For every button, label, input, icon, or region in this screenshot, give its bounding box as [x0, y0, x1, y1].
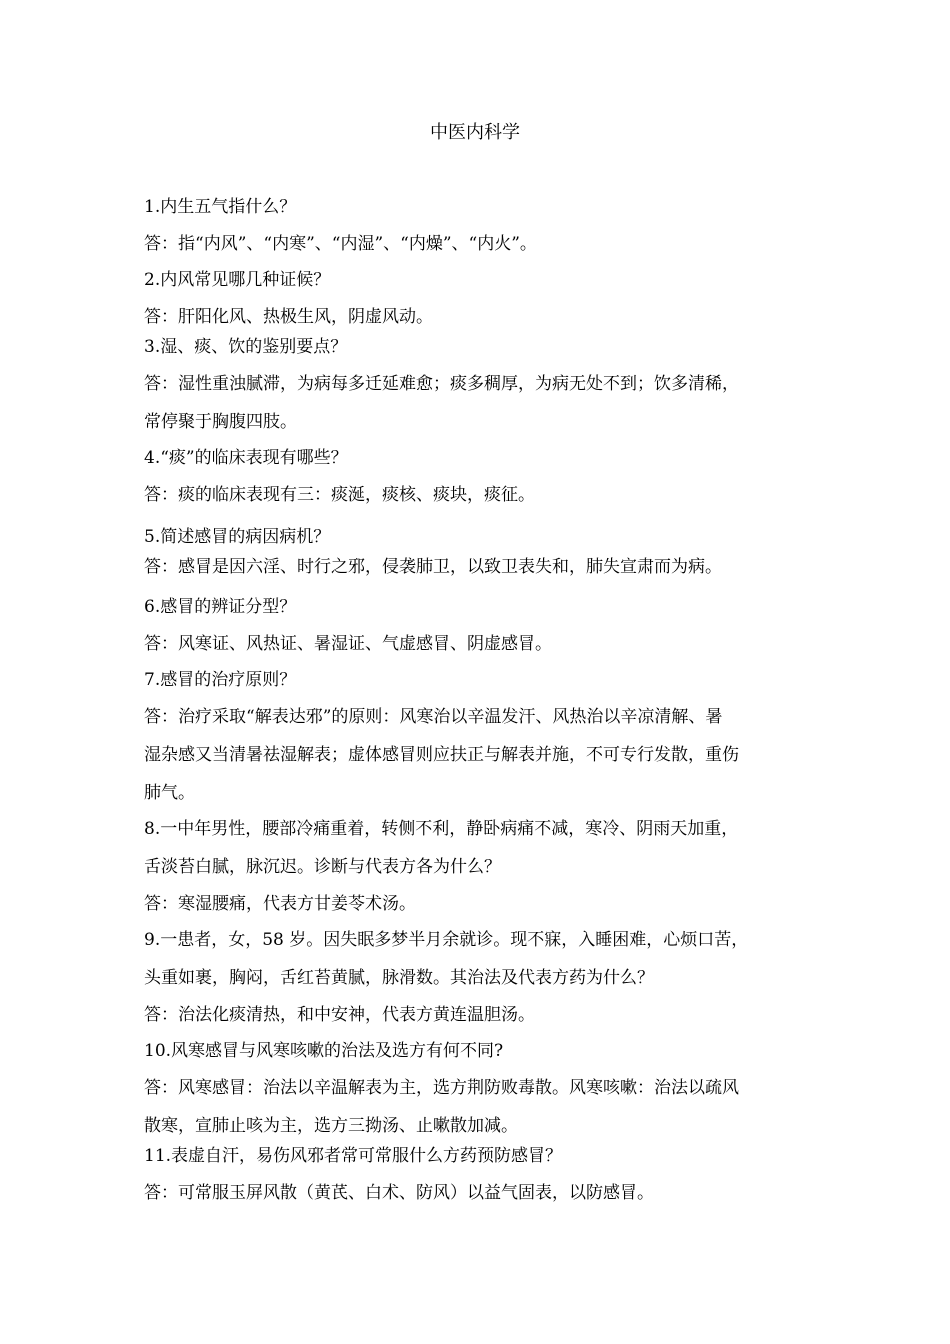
answer-6: 答：风寒证、风热证、暑湿证、气虚感冒、阴虚感冒。	[144, 634, 552, 654]
question-8-line-2: 舌淡苔白腻，脉沉迟。诊断与代表方各为什么？	[144, 857, 501, 877]
answer-9: 答：治法化痰清热，和中安神，代表方黄连温胆汤。	[144, 1005, 535, 1025]
question-2: 2.内风常见哪几种证候？	[144, 270, 331, 290]
question-6: 6.感冒的辨证分型？	[144, 597, 297, 617]
question-4: 4.“痰”的临床表现有哪些？	[144, 448, 348, 468]
qa-list	[144, 194, 810, 1206]
question-1: 1.内生五气指什么？	[144, 197, 297, 217]
answer-7-line-3: 肺气。	[144, 783, 195, 803]
answer-4: 答：痰的临床表现有三：痰涎，痰核、痰块，痰征。	[144, 485, 535, 505]
question-9-line-1: 9.一患者，女，58 岁。因失眠多梦半月余就诊。现不寐，入睡困难，心烦口苦，	[144, 930, 749, 950]
answer-11: 答：可常服玉屏风散（黄芪、白术、防风）以益气固表，以防感冒。	[144, 1183, 654, 1203]
question-8-line-1: 8.一中年男性，腰部冷痛重着，转侧不利，静卧病痛不减，寒冷、阴雨天加重，	[144, 819, 739, 839]
question-9-line-2: 头重如裹，胸闷，舌红苔黄腻，脉滑数。其治法及代表方药为什么？	[144, 968, 654, 988]
answer-7-line-2: 湿杂感又当清暑祛湿解表；虚体感冒则应扶正与解表并施，不可专行发散，重伤	[144, 745, 739, 765]
answer-5: 答：感冒是因六淫、时行之邪，侵袭肺卫，以致卫表失和，肺失宣肃而为病。	[144, 557, 722, 577]
answer-1: 答：指“内风”、“内寒”、“内湿”、“内燥”、“内火”。	[144, 234, 537, 254]
answer-3-line-2: 常停聚于胸腹四肢。	[144, 412, 297, 432]
question-11: 11.表虚自汗，易伤风邪者常可常服什么方药预防感冒？	[144, 1146, 563, 1166]
answer-3-line-1: 答：湿性重浊腻滞，为病每多迁延难愈；痰多稠厚，为病无处不到；饮多清稀，	[144, 374, 739, 394]
answer-10-line-2: 散寒，宣肺止咳为主，选方三拗汤、止嗽散加减。	[144, 1116, 518, 1136]
question-3: 3.湿、痰、饮的鉴别要点？	[144, 337, 348, 357]
answer-2: 答：肝阳化风、热极生风，阴虚风动。	[144, 307, 433, 327]
answer-10-line-1: 答：风寒感冒：治法以辛温解表为主，选方荆防败毒散。风寒咳嗽：治法以疏风	[144, 1078, 739, 1098]
answer-7-line-1: 答：治疗采取“解表达邪”的原则：风寒治以辛温发汗、风热治以辛凉清解、暑	[144, 707, 723, 727]
document-title: 中医内科学	[430, 122, 520, 143]
question-7: 7.感冒的治疗原则？	[144, 670, 297, 690]
question-5: 5.简述感冒的病因病机？	[144, 527, 331, 547]
question-10: 10.风寒感冒与风寒咳嗽的治法及选方有何不同?	[144, 1041, 504, 1061]
answer-8: 答：寒湿腰痛，代表方甘姜苓术汤。	[144, 894, 416, 914]
